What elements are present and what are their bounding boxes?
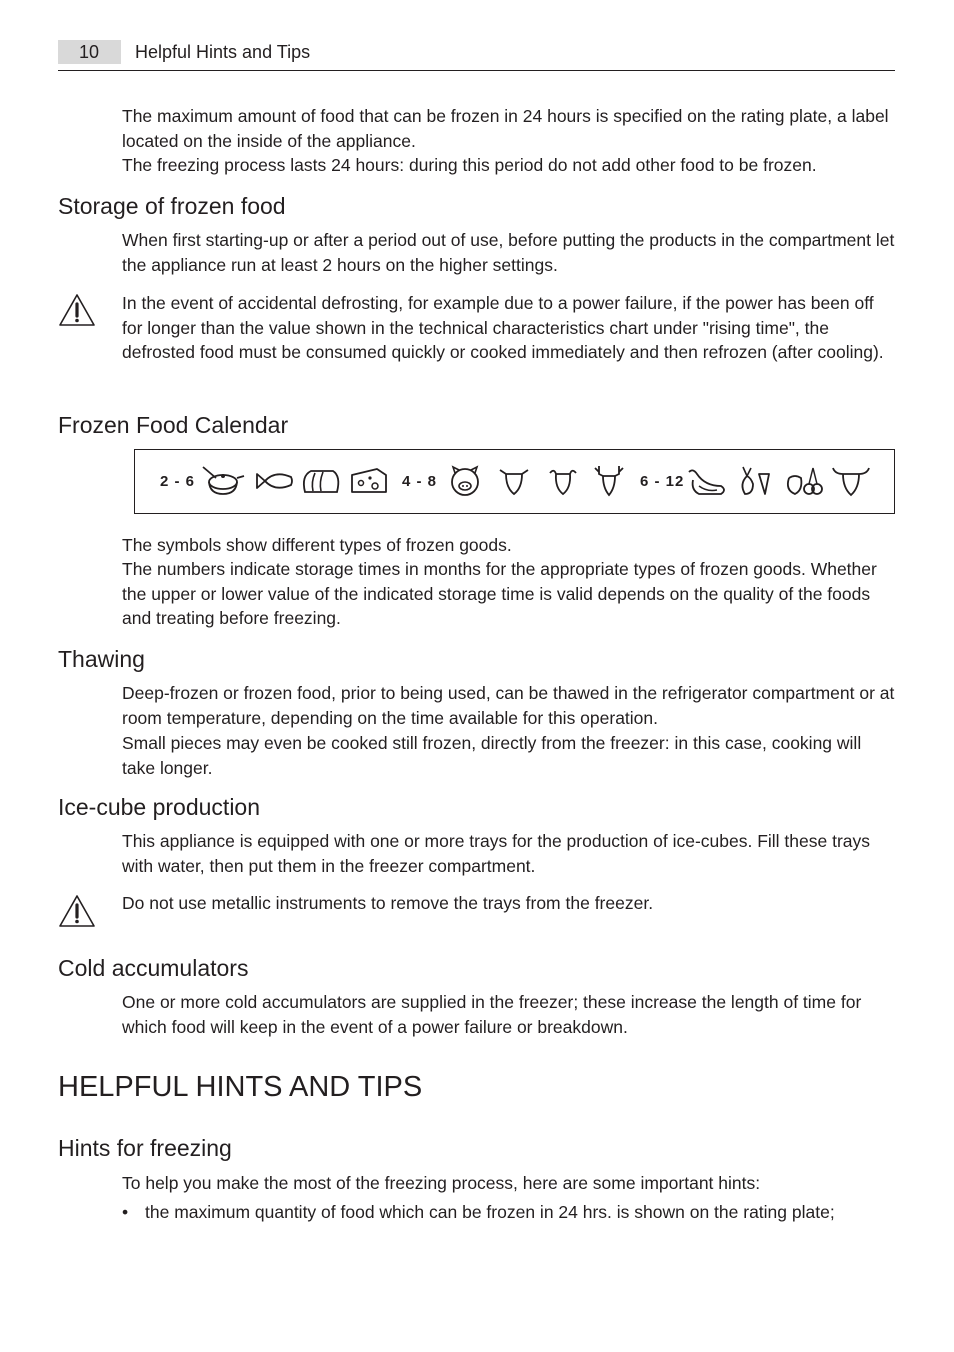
calendar-text-1: The symbols show different types of frozen goods. xyxy=(122,535,512,555)
fruit-icon xyxy=(781,464,825,498)
header-title: Helpful Hints and Tips xyxy=(135,42,311,62)
warning-icon xyxy=(58,894,96,928)
pig-icon xyxy=(443,464,487,498)
intro-text-c: , a label located on the inside of the appliance. xyxy=(122,106,889,151)
icecube-heading: Ice-cube production xyxy=(58,794,261,820)
hints-heading: Hints for freezing xyxy=(58,1135,232,1161)
poultry-icon xyxy=(685,464,729,498)
frozen-food-calendar xyxy=(134,449,895,514)
range-2-6: 2 - 6 xyxy=(160,473,196,490)
range-4-8: 4 - 8 xyxy=(402,473,438,490)
section-title: HELPFUL HINTS AND TIPS xyxy=(58,1071,423,1103)
cheese-icon xyxy=(347,464,391,498)
warning-icon xyxy=(58,293,96,327)
intro-paragraph xyxy=(122,104,897,178)
beef-icon xyxy=(829,464,873,498)
thawing-text-2: Small pieces may even be cooked still frozen, directly from the freezer: in this case, cooking will take longer. xyxy=(122,733,862,778)
rating-plate-term: rating plate xyxy=(740,106,828,126)
page-header xyxy=(58,40,895,71)
soup-pot-icon xyxy=(201,464,245,498)
page-number: 10 xyxy=(58,40,121,64)
intro-text-2: The freezing process lasts 24 hours: during this period do not add other food to be frozen. xyxy=(122,155,817,176)
thawing-heading: Thawing xyxy=(58,646,145,672)
calf-icon xyxy=(492,464,536,498)
storage-text: When first starting-up or after a period out of use, before putting the products in the compartment let the appliance run at least 2 hours on the higher settings. xyxy=(122,230,895,275)
fish-icon xyxy=(253,464,297,498)
cold-text: One or more cold accumulators are supplied in the freezer; these increase the length of time for which food will keep in the event of a power failure or breakdown. xyxy=(122,992,862,1037)
hints-bullet-1: the maximum quantity of food which can be frozen in 24 hrs. is shown on the rating plate; xyxy=(145,1202,835,1222)
hints-intro: To help you make the most of the freezing process, here are some important hints: xyxy=(122,1173,761,1193)
thawing-text-1: Deep-frozen or frozen food, prior to being used, can be thawed in the refrigerator compartment or at room temperature, depending on the time available for this operation. xyxy=(122,683,895,728)
cold-heading: Cold accumulators xyxy=(58,955,249,981)
storage-warning-text: In the event of accidental defrosting, for example due to a power failure, if the power has been off for longer than the value shown in the technical characteristics chart under "rising time", the defrosted food must be consumed quickly or cooked immediately and then refrozen (after cooling). xyxy=(122,293,884,363)
bread-icon xyxy=(299,464,343,498)
deer-icon xyxy=(587,464,631,498)
icecube-warning-text: Do not use metallic instruments to remove the trays from the freezer. xyxy=(122,893,654,913)
icecube-text: This appliance is equipped with one or more trays for the production of ice-cubes. Fill these trays with water, then put them in the freezer compartment. xyxy=(122,831,871,876)
calendar-text-2: The numbers indicate storage times in months for the appropriate types of frozen goods. Whether the upper or lower value of the indicated storage time is valid depends on the quality of the foods and treating before freezing. xyxy=(122,559,877,629)
bullet-marker: • xyxy=(122,1202,129,1222)
storage-heading: Storage of frozen food xyxy=(58,193,286,219)
range-6-12: 6 - 12 xyxy=(640,473,685,490)
sheep-icon xyxy=(541,464,585,498)
intro-text-a: The maximum amount of food that can be frozen in 24 hours is specified on the xyxy=(122,106,741,126)
vegetables-icon xyxy=(733,464,777,498)
calendar-heading: Frozen Food Calendar xyxy=(58,412,289,438)
